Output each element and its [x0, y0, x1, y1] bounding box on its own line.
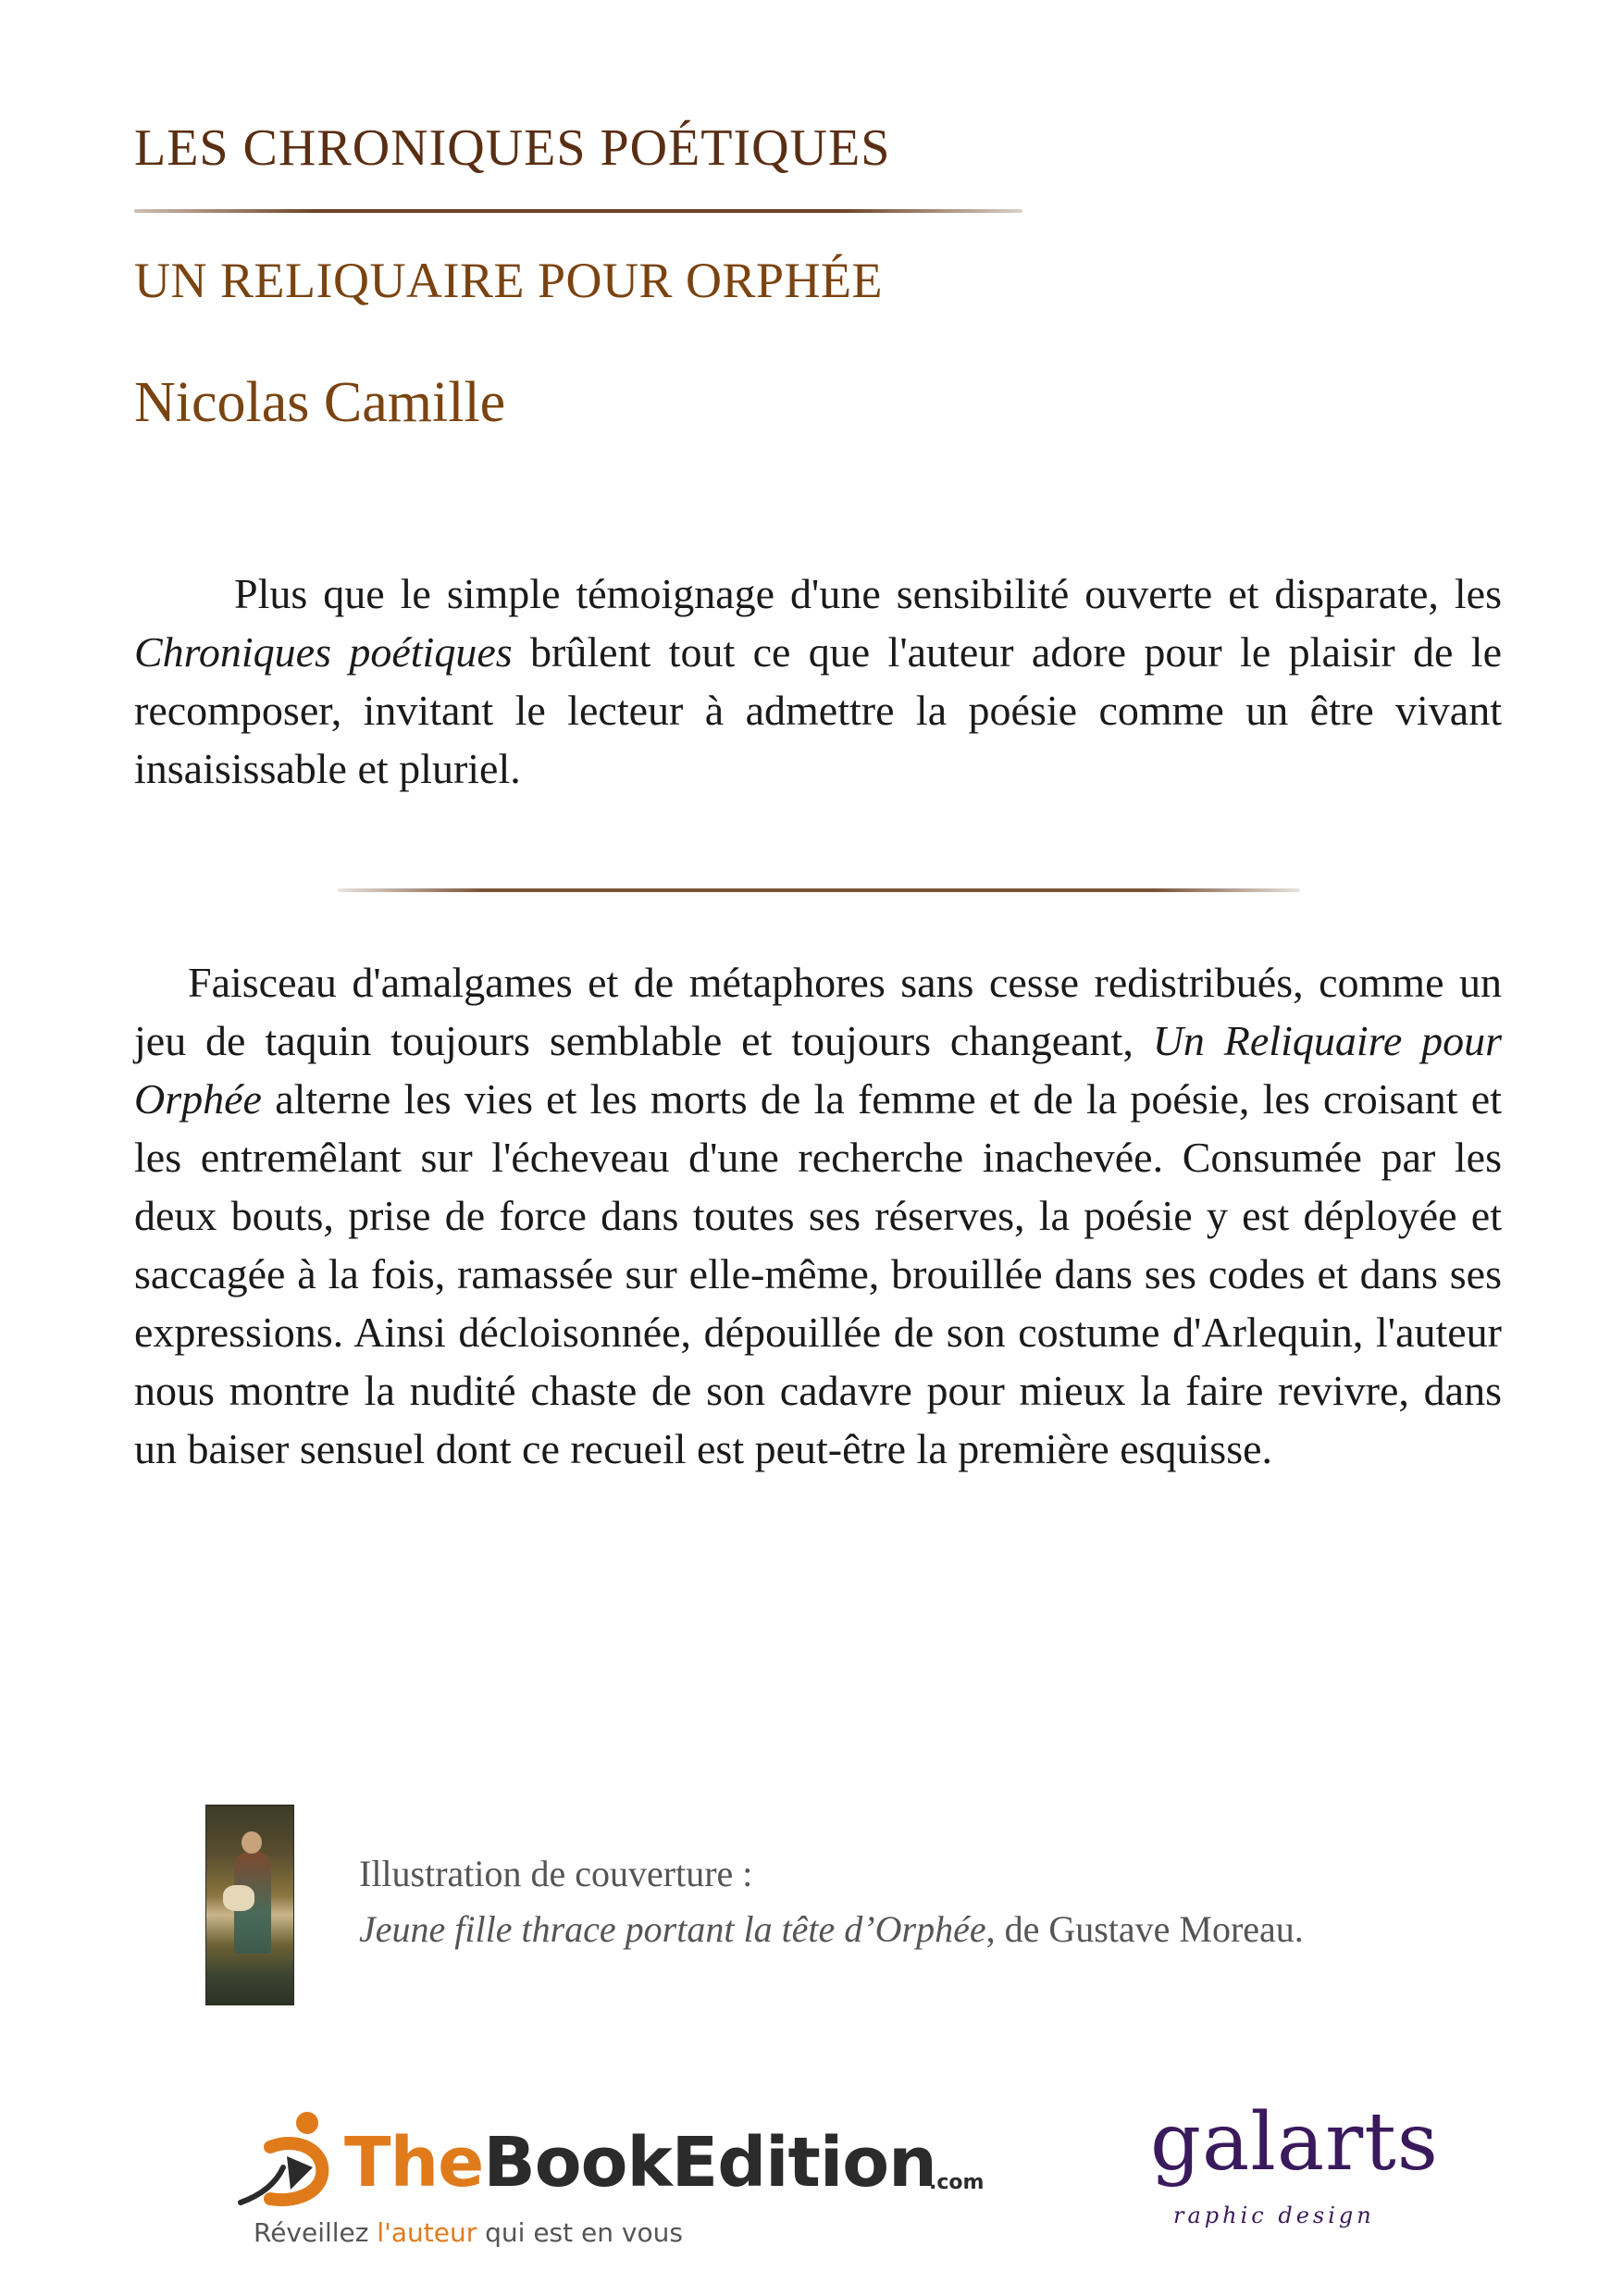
- credit-label: Illustration de couverture :: [359, 1853, 753, 1894]
- thebookedition-mark-icon: [233, 2110, 344, 2212]
- publisher-wordmark: TheBookEdition: [344, 2123, 936, 2203]
- galarts-subtitle: raphic design: [1173, 2203, 1375, 2228]
- galarts-logo: galarts: [1150, 2096, 1439, 2189]
- illustration-credit: [359, 1846, 1304, 1957]
- book-title-italic: Un Reliquaire pour Orphée: [134, 1017, 1502, 1123]
- author-name: Nicolas Camille: [134, 371, 506, 434]
- publisher-tagline: Réveillez l'auteur qui est en vous: [254, 2217, 683, 2248]
- blurb-paragraph-2: Faisceau d'amalgames et de métaphores sans cesse redistribués, comme un jeu de taquin toujours semblable et toujours changeant, Un Reliquaire pour Orphée alterne les vies et les morts de la femme et de la poésie, les croisant et les entremêlant sur l'écheveau d'une recherche inachevée. Consumée par les deux bouts, prise de force dans toutes ses réserves, la poésie y est déployée et saccagée à la fois, ramassée sur elle-même, brouillée dans ses codes et dans ses expressions. Ainsi décloisonnée, dépouillée de son costume d'Arlequin, l'auteur nous montre la nudité chaste de son cadavre pour mieux la faire revivre, dans un baiser sensuel dont ce recueil est peut-être la première esquisse.: [134, 959, 1502, 1472]
- cover-illustration-thumbnail: [205, 1805, 294, 2005]
- blurb-paragraph-1: Plus que le simple témoignage d'une sensibilité ouverte et disparate, les Chroniques poétiques brûlent tout ce que l'auteur adore pour le plaisir de le recomposer, invitant le lecteur à admettre la poésie comme un être vivant insaisissable et pluriel.: [134, 570, 1502, 792]
- series-title-italic: Chroniques poétiques: [134, 628, 513, 676]
- series-title: LES CHRONIQUES POÉTIQUES: [134, 119, 891, 177]
- credit-work: Jeune fille thrace portant la tête d’Orphée, de Gustave Moreau.: [359, 1908, 1304, 1950]
- book-title: UN RELIQUAIRE POUR ORPHÉE: [134, 253, 883, 308]
- thebookedition-logo: [233, 2110, 985, 2212]
- publisher-domain: .com: [929, 2171, 985, 2194]
- section-divider: [338, 888, 1300, 892]
- title-divider: [134, 209, 1022, 213]
